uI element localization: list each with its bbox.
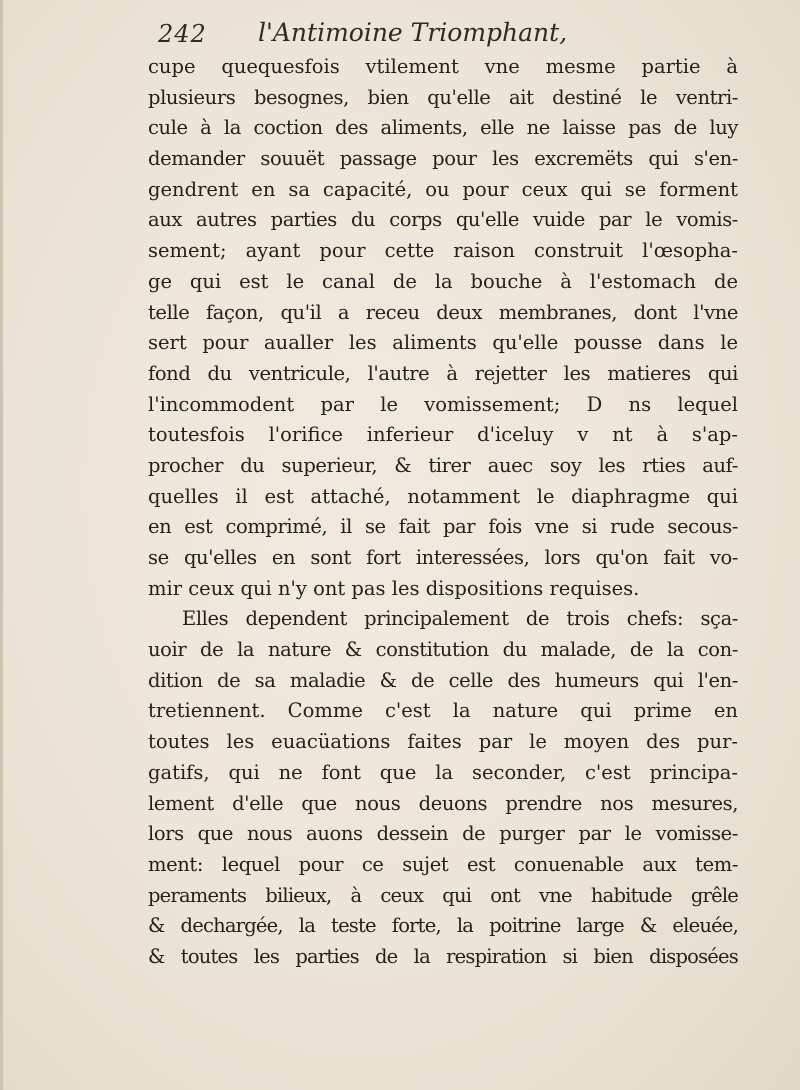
text-line: l'incommodent par le vomissement; D ns lequel — [148, 392, 738, 416]
text-line: & dechargée, la teste forte, la poitrine large & eleuée, — [148, 914, 738, 938]
text-line: toutes les euacüations faites par le moyen des pur- — [148, 730, 738, 754]
text-line: lors que nous auons dessein de purger par le vomisse- — [148, 822, 738, 846]
text-line: plusieurs besognes, bien qu'elle ait destiné le ventri- — [148, 85, 738, 109]
paragraph-first-line: Elles dependent principalement de trois chefs: sça- — [182, 607, 738, 631]
text-line: telle façon, qu'il a receu deux membranes, dont l'vne — [148, 300, 738, 324]
running-title: l'Antimoine Triomphant, — [258, 18, 568, 47]
text-line: tretiennent. Comme c'est la nature qui prime en — [148, 699, 738, 723]
text-line: en est comprimé, il se fait par fois vne si rude secous- — [148, 515, 738, 539]
text-line: peraments bilieux, à ceux qui ont vne habitude grêle — [148, 883, 738, 907]
text-line: mir ceux qui n'y ont pas les dispositions requises. — [148, 576, 640, 600]
text-line: fond du ventricule, l'autre à rejetter les matieres qui — [148, 361, 738, 385]
text-line: dition de sa maladie & de celle des humeurs qui l'en- — [148, 668, 738, 692]
text-line: sert pour aualler les aliments qu'elle pousse dans le — [148, 331, 738, 355]
text-line: sement; ayant pour cette raison construit l'œsopha- — [148, 239, 738, 263]
text-line: gendrent en sa capacité, ou pour ceux qui se forment — [148, 177, 738, 201]
text-line: quelles il est attaché, notamment le diaphragme qui — [148, 484, 738, 508]
text-line: & toutes les parties de la respiration si bien disposées — [148, 944, 738, 968]
page-edge — [0, 0, 3, 1090]
text-line: cupe quequesfois vtilement vne mesme partie à — [148, 55, 738, 78]
text-line: ge qui est le canal de la bouche à l'estomach de — [148, 269, 738, 293]
text-line: toutesfois l'orifice inferieur d'iceluy v nt à s'ap- — [148, 423, 738, 447]
page-header — [150, 14, 610, 54]
text-line: procher du superieur, & tirer auec soy les rties auf- — [148, 453, 738, 477]
text-line: aux autres parties du corps qu'elle vuide par le vomis- — [148, 208, 738, 232]
page-number: 242 — [158, 20, 207, 48]
body-text — [148, 52, 738, 973]
text-line: ment: lequel pour ce sujet est conuenable aux tem- — [148, 852, 738, 876]
text-line: uoir de la nature & constitution du malade, de la con- — [148, 638, 738, 662]
text-line: gatifs, qui ne font que la seconder, c'est principa- — [148, 760, 738, 784]
text-line: lement d'elle que nous deuons prendre nos mesures, — [148, 791, 738, 815]
text-line: se qu'elles en sont fort interessées, lors qu'on fait vo- — [148, 546, 738, 569]
text-line: cule à la coction des aliments, elle ne laisse pas de luy — [148, 116, 738, 140]
text-line: demander souuët passage pour les excremëts qui s'en- — [148, 147, 738, 171]
